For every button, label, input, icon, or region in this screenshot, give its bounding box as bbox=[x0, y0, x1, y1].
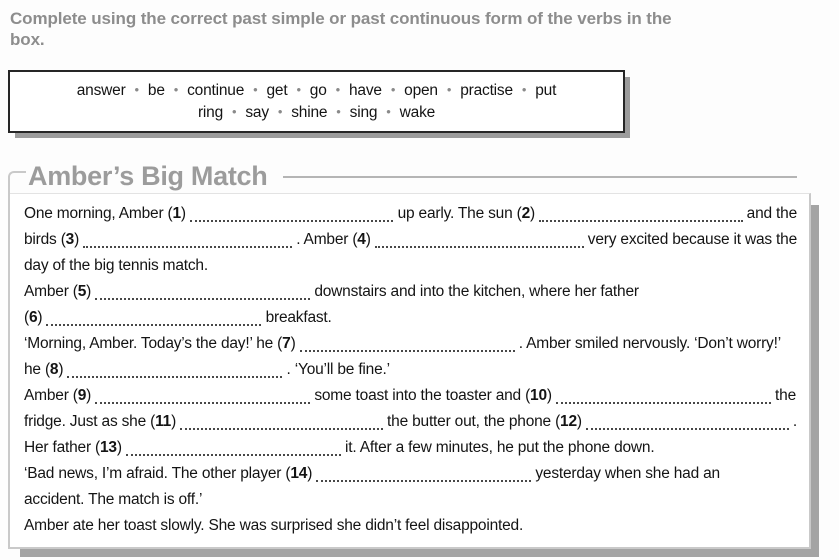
bullet-separator-icon: • bbox=[296, 82, 301, 97]
passage-text: ) bbox=[530, 205, 540, 222]
blank-number: 14 bbox=[290, 465, 308, 482]
passage-text: downstairs and into the kitchen, where her father bbox=[310, 283, 639, 300]
passage-line bbox=[24, 435, 797, 461]
exercise-title: Amber’s Big Match bbox=[28, 160, 268, 191]
passage-line bbox=[24, 357, 797, 383]
bullet-separator-icon: • bbox=[335, 82, 340, 97]
bullet-separator-icon: • bbox=[173, 82, 179, 97]
word-box-row bbox=[16, 79, 617, 101]
answer-blank-2 bbox=[539, 201, 742, 222]
answer-blank-1 bbox=[190, 201, 393, 222]
answer-blank-6 bbox=[46, 305, 261, 326]
passage-text: day of the big tennis match. bbox=[24, 257, 208, 274]
verb-word: wake bbox=[399, 104, 436, 121]
blank-number: 13 bbox=[100, 439, 117, 456]
passage-text: Amber ate her toast slowly. She was surprised she didn’t feel disappointed. bbox=[24, 517, 524, 534]
passage-text: . Amber smiled nervously. ‘Don’t worry!’ bbox=[514, 335, 781, 352]
answer-blank-9 bbox=[95, 383, 310, 404]
blank-number: 9 bbox=[77, 387, 87, 404]
passage-line bbox=[24, 461, 797, 487]
passage-text: the butter out, the phone ( bbox=[382, 413, 561, 430]
verb-word: ring bbox=[197, 104, 223, 121]
passage-text: ) bbox=[58, 361, 68, 378]
verb-word: be bbox=[147, 82, 165, 99]
passage-line bbox=[24, 409, 797, 435]
verb-word: get bbox=[266, 82, 288, 99]
passage-text: ( bbox=[24, 309, 29, 326]
answer-blank-5 bbox=[95, 279, 310, 300]
passage-text: . bbox=[788, 413, 797, 430]
passage-text: it. After a few minutes, he put the phone down. bbox=[340, 439, 655, 456]
passage-text: ) bbox=[180, 205, 190, 222]
passage bbox=[24, 201, 797, 539]
answer-blank-3 bbox=[83, 227, 292, 248]
passage-text: ) bbox=[365, 231, 375, 248]
passage-text: up early. The sun ( bbox=[393, 205, 522, 222]
word-box-rows bbox=[16, 79, 617, 123]
passage-line bbox=[24, 331, 797, 357]
passage-line bbox=[24, 253, 797, 279]
passage-text: ) bbox=[86, 387, 96, 404]
answer-blank-14 bbox=[316, 461, 531, 482]
passage-text: some toast into the toaster and ( bbox=[310, 387, 531, 404]
passage-line bbox=[24, 383, 797, 409]
verb-word: answer bbox=[76, 82, 126, 99]
passage-text: . ‘You’ll be fine.’ bbox=[282, 361, 390, 378]
passage-text: One morning, Amber ( bbox=[24, 205, 173, 222]
blank-number: 12 bbox=[560, 413, 577, 430]
exercise-title-row bbox=[8, 159, 811, 193]
verb-word: open bbox=[404, 82, 438, 99]
bullet-separator-icon: • bbox=[446, 82, 452, 97]
passage-text: very excited because it was the bbox=[583, 231, 797, 248]
passage-text: . Amber ( bbox=[292, 231, 358, 248]
passage-text: ‘Bad news, I’m afraid. The other player ( bbox=[24, 465, 291, 482]
passage-text: ) bbox=[116, 439, 126, 456]
answer-blank-7 bbox=[300, 331, 515, 352]
blank-number: 6 bbox=[28, 309, 38, 326]
passage-text: ) bbox=[86, 283, 96, 300]
passage-text: ‘Morning, Amber. Today’s the day!’ he ( bbox=[24, 335, 283, 352]
word-box-row bbox=[16, 101, 617, 123]
verb-word: say bbox=[245, 104, 269, 121]
verb-word: sing bbox=[349, 104, 378, 121]
passage-text: Amber ( bbox=[24, 387, 78, 404]
blank-number: 4 bbox=[357, 231, 366, 248]
answer-blank-13 bbox=[126, 435, 341, 456]
exercise-section bbox=[8, 159, 811, 549]
exercise-instruction: Complete using the correct past simple or past continuous form of the verbs in the box. bbox=[10, 9, 672, 49]
blank-number: 1 bbox=[172, 205, 181, 222]
verb-word: put bbox=[535, 82, 557, 99]
passage-text: yesterday when she had an bbox=[531, 465, 720, 482]
blank-number: 10 bbox=[530, 387, 547, 404]
word-box bbox=[8, 70, 625, 133]
passage-text: breakfast. bbox=[261, 309, 332, 326]
verb-word: practise bbox=[460, 82, 513, 99]
bullet-separator-icon: • bbox=[521, 82, 527, 97]
bullet-separator-icon: • bbox=[134, 82, 139, 97]
passage-text: ) bbox=[74, 231, 84, 248]
passage-text: ) bbox=[171, 413, 181, 430]
blank-number: 5 bbox=[77, 283, 87, 300]
blank-number: 7 bbox=[282, 335, 291, 352]
passage-line bbox=[24, 227, 797, 253]
answer-blank-10 bbox=[556, 383, 771, 404]
passage-text: he ( bbox=[24, 361, 50, 378]
bullet-separator-icon: • bbox=[253, 82, 258, 97]
passage-line bbox=[24, 201, 797, 227]
bullet-separator-icon: • bbox=[390, 82, 396, 97]
passage-text: ) bbox=[37, 309, 47, 326]
bullet-separator-icon: • bbox=[231, 104, 237, 119]
verb-word: have bbox=[349, 82, 382, 99]
passage-text: ) bbox=[307, 465, 317, 482]
answer-blank-11 bbox=[180, 409, 383, 430]
passage-text: Amber ( bbox=[24, 283, 78, 300]
bullet-separator-icon: • bbox=[386, 104, 391, 119]
passage-text: birds ( bbox=[24, 231, 66, 248]
passage-panel bbox=[8, 193, 811, 549]
bullet-separator-icon: • bbox=[277, 104, 283, 119]
verb-word: shine bbox=[291, 104, 328, 121]
answer-blank-8 bbox=[67, 357, 282, 378]
bullet-separator-icon: • bbox=[336, 104, 341, 119]
blank-number: 2 bbox=[521, 205, 530, 222]
passage-text: ) bbox=[576, 413, 586, 430]
blank-number: 11 bbox=[155, 413, 172, 430]
passage-line bbox=[24, 305, 797, 331]
blank-number: 3 bbox=[65, 231, 75, 248]
passage-line bbox=[24, 513, 797, 539]
answer-blank-4 bbox=[375, 227, 584, 248]
answer-blank-12 bbox=[586, 409, 789, 430]
passage-text: Her father ( bbox=[24, 439, 100, 456]
passage-text: the bbox=[770, 387, 797, 404]
passage-text: ) bbox=[290, 335, 300, 352]
passage-text: and the bbox=[742, 205, 797, 222]
verb-word: go bbox=[309, 82, 327, 99]
verb-word: continue bbox=[187, 82, 245, 99]
passage-line bbox=[24, 487, 797, 513]
frame-corner-bracket bbox=[8, 171, 26, 201]
blank-number: 8 bbox=[49, 361, 59, 378]
passage-text: ) bbox=[546, 387, 556, 404]
passage-text: fridge. Just as she ( bbox=[24, 413, 156, 430]
passage-line bbox=[24, 279, 797, 305]
title-rule bbox=[283, 176, 797, 178]
passage-text: accident. The match is off.’ bbox=[24, 491, 203, 508]
